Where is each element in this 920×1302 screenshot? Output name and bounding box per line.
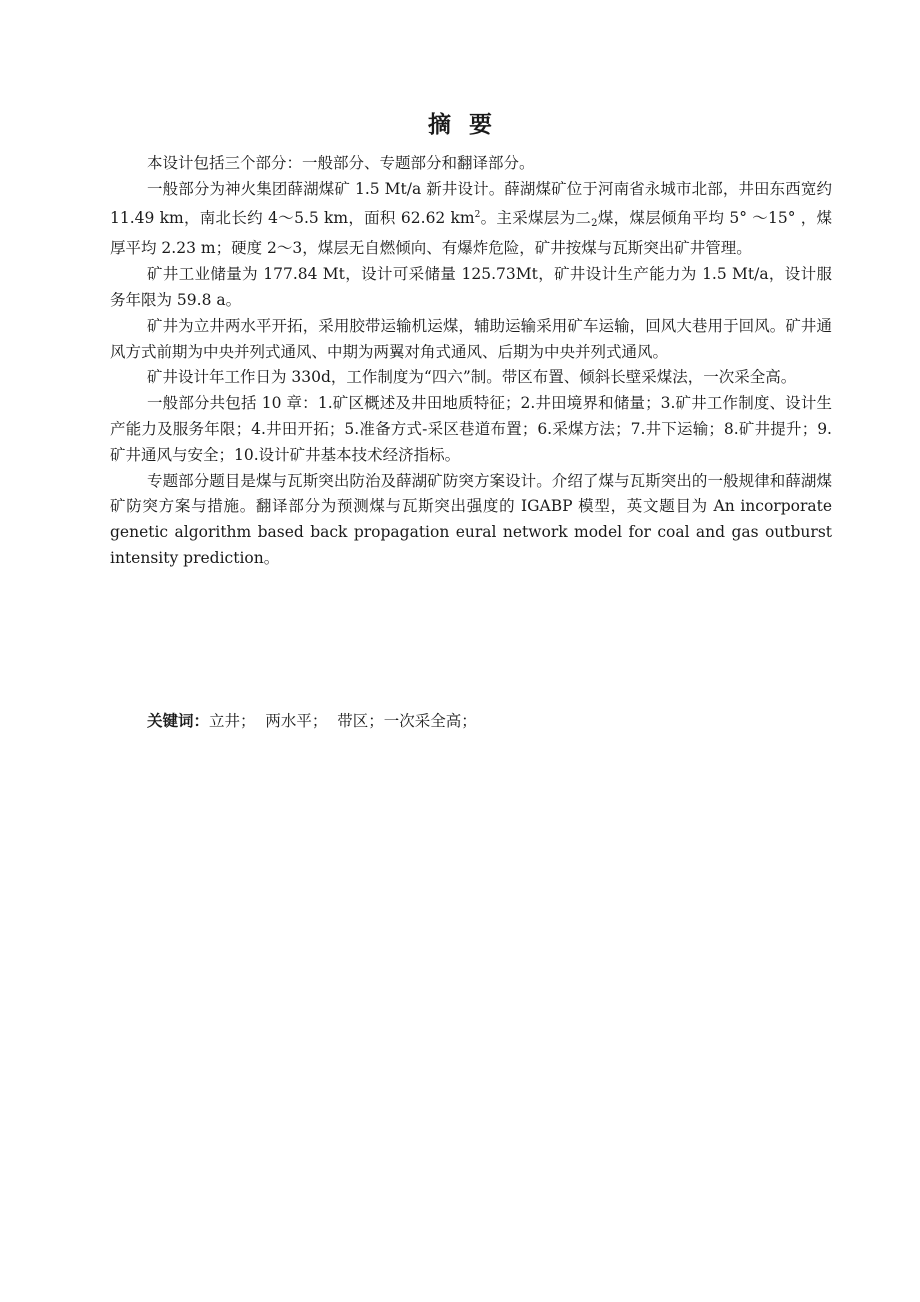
paragraph-special-topic: 专题部分题目是煤与瓦斯突出防治及薛湖矿防突方案设计。介绍了煤与瓦斯突出的一般规律和薛湖煤矿防突方案与措施。翻译部分为预测煤与瓦斯突出强度的 IGABP 模型，英文题目为 An incorporate genetic algorithm based back propagation eural network model for coal and gas outburst intensity prediction。 [110,471,832,567]
superscript-2: 2 [474,209,481,220]
paragraph-development: 矿井为立井两水平开拓，采用胶带运输机运煤，辅助运输采用矿车运输，回风大巷用于回风。矿井通风方式前期为中央并列式通风、中期为两翼对角式通风、后期为中央并列式通风。 [110,316,832,361]
paragraph-intro: 本设计包括三个部分：一般部分、专题部分和翻译部分。 [147,154,535,172]
abstract-body [110,151,832,572]
paragraph-chapters: 一般部分共包括 10 章：1.矿区概述及井田地质特征；2.井田境界和储量；3.矿井工作制度、设计生产能力及服务年限；4.井田开拓；5.准备方式-采区巷道布置；6.采煤方法；7.井下运输；8.矿井提升；9.矿井通风与安全；10.设计矿井基本技术经济指标。 [110,394,832,464]
paragraph-reserves: 矿井工业储量为 177.84 Mt，设计可采储量 125.73Mt，矿井设计生产能力为 1.5 Mt/a，设计服务年限为 59.8 a。 [110,265,832,309]
keywords-line [147,708,477,734]
paragraph-text: 煤，煤层倾角平均 5° ～15° ，煤厚平均 2.23 m；硬度 2～3，煤层无自燃倾向、有爆炸危险，矿井按煤与瓦斯突出矿井管理。 [110,208,832,258]
keywords-value: 立井； 两水平； 带区；一次采全高； [209,712,477,730]
paragraph-text: 。主采煤层为二 [480,208,592,227]
abstract-title: 摘要 [428,112,510,138]
paragraph-general-design [110,177,832,262]
paragraph-text: 一般部分为神火集团薛湖煤矿 1.5 Mt/a 新井设计。薛湖煤矿位于河南省永城市北部，井田东西宽约 11.49 km，南北长约 4～5.5 km，面积 62.62 km [110,179,832,227]
paragraph-working-system: 矿井设计年工作日为 330d，工作制度为“四六”制。带区布置、倾斜长壁采煤法，一次采全高。 [147,368,797,387]
subscript-2: 2 [591,217,598,229]
keywords-label: 关键词： [147,712,210,730]
